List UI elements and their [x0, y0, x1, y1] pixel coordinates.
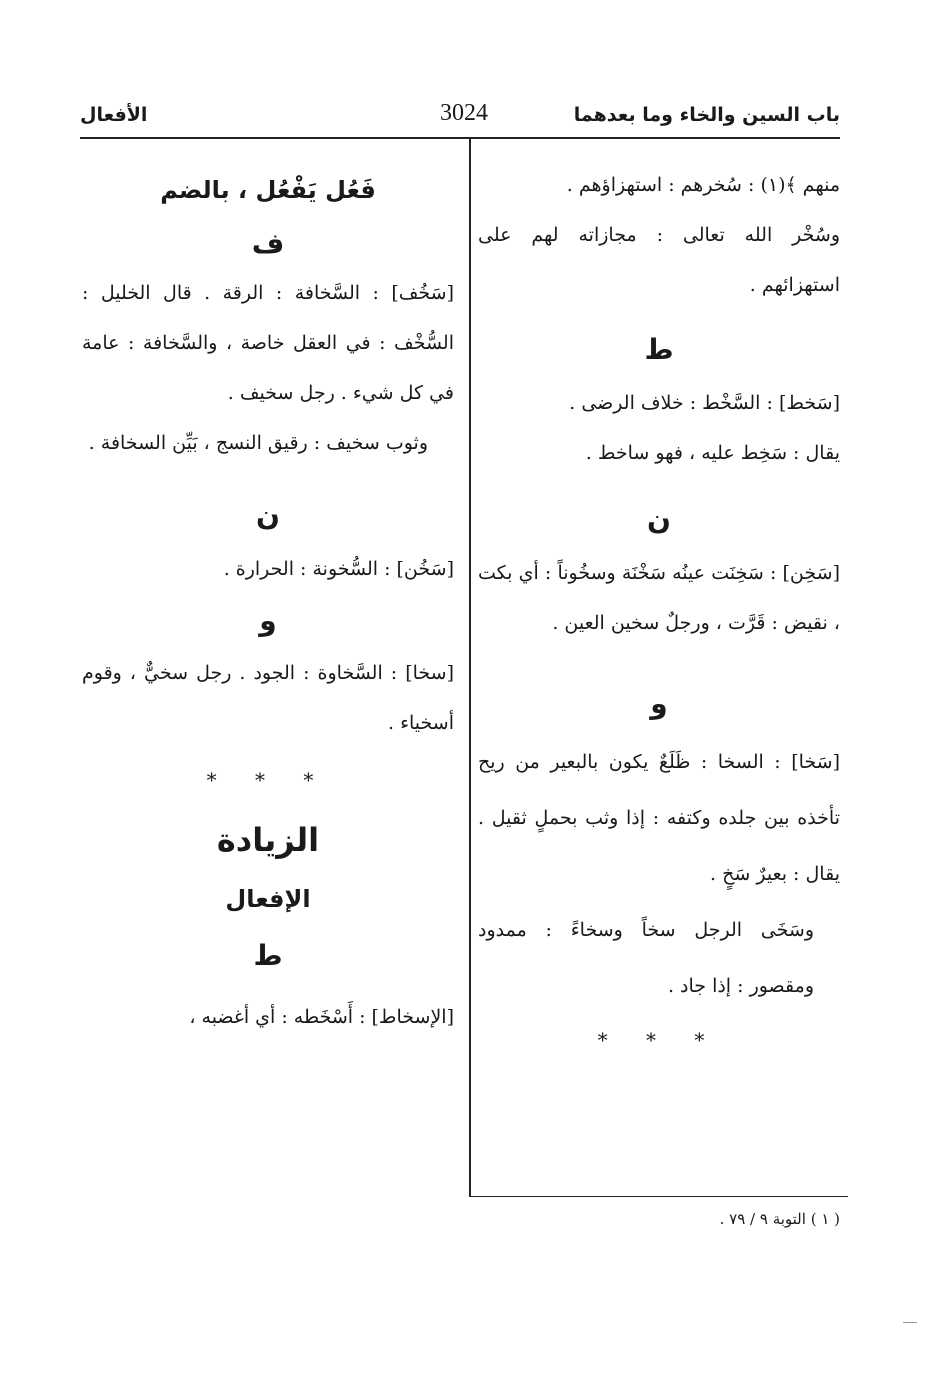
page-number: 3024 — [440, 100, 488, 126]
entry-sakha: [سخا] : السَّخاوة : الجود . رجل سخيٌّ ، وقوم أسخياء . — [82, 662, 454, 734]
section-heading: فَعُل يَفْعُل ، بالضم — [160, 176, 376, 204]
letter-heading-fa: ف — [251, 227, 285, 260]
entry-text: وسُخْر الله تعالى : مجازاته لهم على استهزائهم . — [478, 224, 840, 296]
section-stars: * * * — [206, 768, 330, 792]
entry-text: وثوب سخيف : رقيق النسج ، بَيِّن السخافة . — [88, 432, 428, 454]
letter-heading-ta: ط — [644, 333, 674, 366]
entry-text: منهم ﴾(١) : سُخرهم : استهزاؤهم . — [566, 174, 840, 196]
column-divider — [469, 139, 471, 1197]
letter-heading-nun: ن — [256, 499, 280, 532]
right-column — [478, 160, 840, 1052]
header-section-title: الأفعال — [80, 104, 148, 126]
heading-ziyada: الزيادة — [216, 821, 320, 859]
letter-heading-ta: ط — [253, 939, 283, 972]
scan-mark — [903, 1322, 917, 1323]
header-chapter-title: باب السين والخاء وما بعدهما — [573, 104, 840, 126]
header-rule — [80, 137, 840, 139]
entry-sakhuf: [سَخُف] : السَّخافة : الرقة . قال الخليل : السُّخْف : في العقل خاصة ، والسَّخافة : عامة في كل شيء . رجل سخيف . — [82, 282, 454, 404]
letter-heading-waw: و — [259, 604, 277, 637]
entry-sakhun: [سَخُن] : السُّخونة : الحرارة . — [223, 558, 454, 580]
footnote-rule — [470, 1196, 848, 1197]
section-stars: * * * — [597, 1028, 721, 1052]
entry-sakhin: [سَخِن] : سَخِنَت عينُه سَخْنَة وسخُوناً : أي بكت ، نقيض : قَرَّت ، ورجلٌ سخين العين . — [478, 562, 840, 634]
entry-text: وسَخَى الرجل سخاً وسخاءً : ممدود ومقصور : إذا جاد . — [478, 919, 814, 997]
entry-text: يقال : سَخِط عليه ، فهو ساخط . — [585, 442, 840, 464]
heading-afal: الإفعال — [225, 885, 311, 913]
entry-sakha: [سَخا] : السخا : ظَلَعٌ يكون بالبعير من ريح تأخذه بين جلده وكتفه : إذا وثب بحملٍ ثقيل . يقال : بعيرٌ سَخٍ . — [478, 751, 840, 885]
letter-heading-nun: ن — [647, 503, 671, 536]
entry-iskhat: [الإسخاط] : أَسْخَطه : أي أغضبه ، — [189, 1006, 454, 1028]
entry-sakhat: [سَخط] : السَّخْط : خلاف الرضى . — [569, 392, 840, 414]
left-column — [82, 160, 454, 1042]
running-header — [80, 100, 840, 136]
footnote: ( ١ ) التوبة ٩ / ٧٩ . — [719, 1210, 840, 1228]
letter-heading-waw: و — [650, 687, 668, 720]
